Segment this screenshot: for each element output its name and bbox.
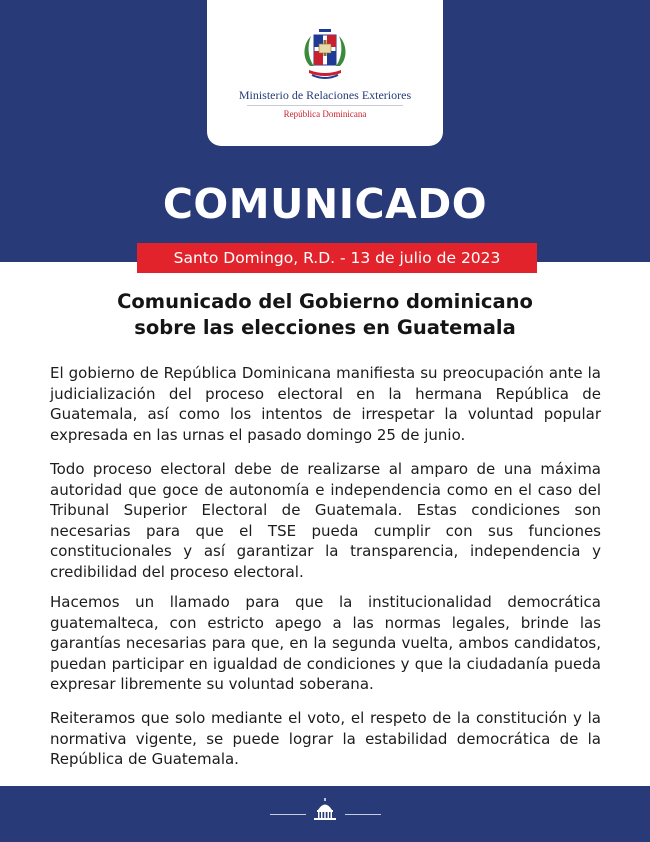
- statement-title: [40, 289, 610, 341]
- footer-band: [0, 786, 650, 842]
- statement-paragraph-2: Todo proceso electoral debe de realizarse al amparo de una máxima autoridad que goce de autonomía e independencia como en el caso del Tribunal Superior Electoral de Guatemala. Estas condiciones son necesarias para que el TSE pueda cumplir con sus funciones constitucionales y así garantizar la transparencia, independencia y credibilidad del proceso electoral.: [50, 460, 601, 581]
- logo-divider: [247, 105, 403, 106]
- statement-paragraph-4: Reiteramos que solo mediante el voto, el respeto de la constitución y la normativa vigente, se puede lograr la estabilidad democrática de la República de Guatemala.: [50, 709, 601, 768]
- statement-title-line-2: sobre las elecciones en Guatemala: [134, 316, 516, 339]
- dominican-coat-of-arms-icon: [300, 26, 350, 82]
- national-palace-dome-icon: [310, 798, 340, 822]
- date-badge: Santo Domingo, R.D. - 13 de julio de 2023: [137, 243, 537, 273]
- ministry-name: Ministerio de Relaciones Exteriores: [238, 88, 412, 102]
- statement-title-line-1: Comunicado del Gobierno dominicano: [117, 290, 533, 313]
- footer-divider-left: [270, 814, 306, 815]
- footer-divider-right: [345, 814, 381, 815]
- document-type-heading: COMUNICADO: [162, 180, 488, 228]
- header-band: [0, 0, 650, 262]
- ministry-logo: [207, 0, 443, 146]
- statement-paragraph-3: Hacemos un llamado para que la institucionalidad democrática guatemalteca, con estricto apego a las normas legales, brinde las garantías necesarias para que, en la segunda vuelta, ambos candidatos, puedan participar en igualdad de condiciones y que la ciudadanía pueda expresar libremente su voluntad soberana.: [50, 593, 601, 693]
- country-name: República Dominicana: [283, 109, 367, 119]
- statement-paragraph-1: El gobierno de República Dominicana manifiesta su preocupación ante la judicialización del proceso electoral en la hermana República de Guatemala, así como los intentos de irrespetar la voluntad popular expresada en las urnas el pasado domingo 25 de junio.: [50, 364, 601, 444]
